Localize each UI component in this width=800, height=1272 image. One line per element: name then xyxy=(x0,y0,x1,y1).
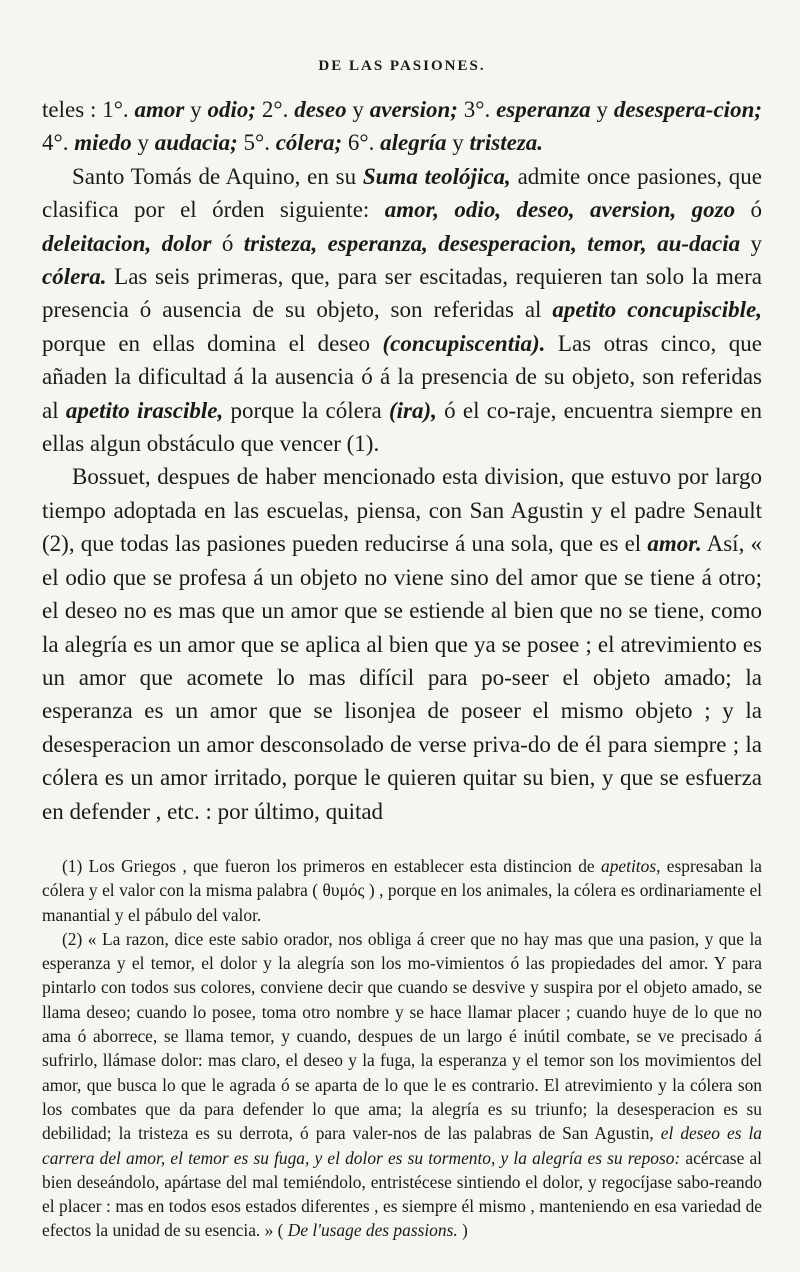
quote: el deseo es la carrera del amor, el temor es su fuga, y el dolor es su tormento, y la alegría es su reposo: xyxy=(42,1123,763,1168)
text: porque en ellas domina el deseo xyxy=(42,330,383,356)
text: Las otras cinco, que añaden la dificultad á la ausencia ó á la presencia de su objeto, son referidas al xyxy=(42,330,762,423)
paragraph-1 xyxy=(42,93,762,160)
text: y xyxy=(131,130,155,156)
text: acércase al bien deseándolo, apártase del mal temiéndolo, entristécese sintiendo el dolor, y regocíjase sabo-reando el placer : mas en todos esos estados diferentes , es siempre él mismo , manteniendo en esa variedad de efectos la unidad de su esencia. » ( xyxy=(42,1147,762,1241)
text: Así, « el odio que se profesa á un objeto no viene sino del amor que se tiene á otro; el deseo no es mas que un amor que se estiende al bien que no se tiene, como la alegría es un amor que se aplica al bien que ya se posee ; el atrevimiento es un amor que acomete lo mas difícil para po-seer el objeto amado; la esperanza es un amor que se lisonjea de poseer el mismo objeto ; y la desesperacion un amor desconsolado de verse priva-do de él para siempre ; la cólera es un amor irritado, porque le quieren quitar su bien, y que se esfuerza en defender , etc. : por último, quitad xyxy=(42,531,763,824)
term: desespera-cion; xyxy=(613,97,763,122)
text: 6°. xyxy=(347,130,381,156)
term: cólera; xyxy=(275,130,348,156)
term: deleitacion, dolor xyxy=(42,230,212,256)
term: amor xyxy=(134,97,185,122)
text: 5°. xyxy=(243,130,276,156)
text: porque la cólera xyxy=(223,397,389,423)
term: miedo xyxy=(74,130,132,156)
term: audacia; xyxy=(154,130,244,156)
term: odio; xyxy=(207,97,262,122)
text: admite once pasiones, que clasifica por el órden siguiente: xyxy=(42,163,763,223)
text: Bossuet, despues de haber mencionado esta division, que estuvo por largo tiempo adoptada en las escuelas, piensa, con San Agustin y el padre Senault (2), que todas las pasiones pueden reducirse á una sola, que es el xyxy=(42,464,762,557)
text: (1) Los Griegos , que fueron los primeros en establecer esta distincion de xyxy=(62,855,602,876)
text: ó el co-raje, encuentra siempre en ellas algun obstáculo que vencer (1). xyxy=(42,397,762,457)
text: 4°. xyxy=(42,130,75,156)
text: ó xyxy=(735,197,763,223)
citation: De l'usage des passions. xyxy=(287,1220,458,1241)
term: esperanza xyxy=(496,97,591,122)
term: Suma teolójica, xyxy=(362,163,511,189)
text: y xyxy=(590,97,614,122)
paragraph-3 xyxy=(42,460,762,827)
footnotes xyxy=(42,854,762,1243)
term: alegría xyxy=(380,130,447,156)
term: amor, odio, deseo, aversion, gozo xyxy=(384,197,736,223)
text: Las seis primeras, que, para ser escitadas, requieren tan solo la mera presencia ó ausencia de su objeto, son referidas al xyxy=(42,264,762,323)
term: tristeza, esperanza, desesperacion, temor, au-dacia xyxy=(243,230,741,256)
term: apetito irascible, xyxy=(65,397,224,423)
footnote-2 xyxy=(42,927,762,1243)
term: tristeza. xyxy=(469,130,544,156)
term: apetito concupiscible, xyxy=(552,297,762,323)
text: y xyxy=(740,230,763,256)
text: 3°. xyxy=(463,97,497,122)
text: ) xyxy=(457,1220,468,1241)
footnote-1 xyxy=(42,854,762,927)
text: teles : 1°. xyxy=(42,97,135,122)
text: espresaban la cólera y el valor con la misma palabra ( θυμός ) , porque en los animales, la cólera es ordinariamente el manantial y el pábulo del valor. xyxy=(42,855,762,925)
paragraph-2 xyxy=(42,160,762,461)
text: ó xyxy=(211,230,244,256)
term: cólera. xyxy=(42,264,107,290)
running-head: DE LAS PASIONES. xyxy=(318,58,486,74)
text: y xyxy=(346,97,370,122)
term: deseo xyxy=(294,97,347,122)
text: Santo Tomás de Aquino, en su xyxy=(72,163,363,189)
term: (concupiscentia). xyxy=(382,330,546,356)
term: aversion; xyxy=(369,97,464,122)
term: amor. xyxy=(647,531,702,557)
term: apetitos, xyxy=(601,855,661,876)
text: (2) « La razon, dice este sabio orador, nos obliga á creer que no hay mas que una pasion, y que la esperanza y el temor, el dolor y la alegría son los mo-vimientos ó las propiedades del amor. Y para pintarlo con todos sus colores, conviene decir que cuando se desvive y suspira por el objeto amado, se llama deseo; cuando lo posee, toma otro nombre y se hace llamar placer ; cuando huye de lo que no ama ó aborrece, se llama temor, y cuando, despues de un largo é inútil combate, se ve precisado á sufrirlo, llámase dolor: mas claro, el deseo y la fuga, la esperanza y el temor son los movimientos del amor, que busca lo que le agrada ó se aparta de lo que le es contrario. El atrevimiento y la cólera son los combates que da para defender lo que ama; la alegría es su triunfo; la desesperacion es su debilidad; la tristeza es su derrota, ó para valer-nos de las palabras de San Agustin, xyxy=(42,928,762,1144)
text: y xyxy=(184,97,208,122)
text: y xyxy=(446,130,470,156)
term: (ira), xyxy=(388,397,437,423)
text: 2°. xyxy=(261,97,295,122)
